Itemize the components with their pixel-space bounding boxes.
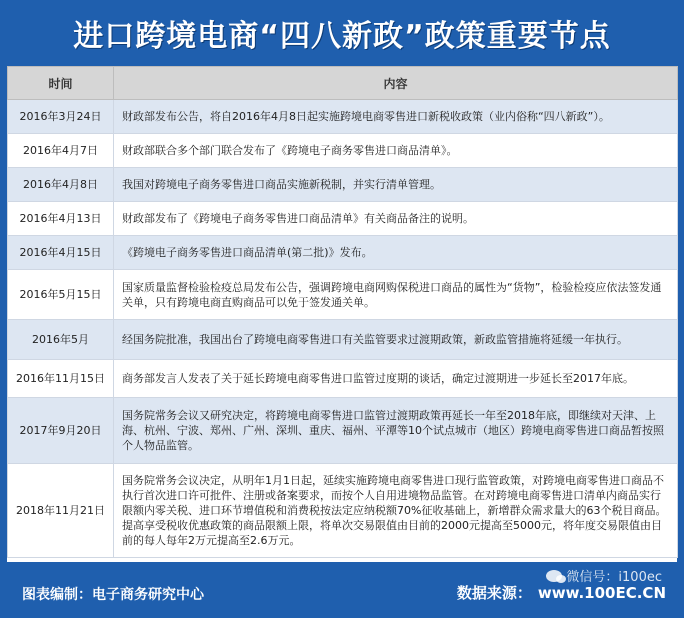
table-header-row	[8, 67, 678, 100]
row-content: 我国对跨境电子商务零售进口商品实施新税制，并实行清单管理。	[114, 168, 678, 202]
row-content: 财政部发布了《跨境电子商务零售进口商品清单》有关商品备注的说明。	[114, 202, 678, 236]
wechat-icon	[546, 570, 562, 582]
source-label: 数据来源：	[456, 584, 532, 602]
row-date: 2016年5月15日	[8, 270, 114, 320]
row-content: 商务部发言人发表了关于延长跨境电商零售进口监管过度期的谈话，确定过渡期进一步延长至2017年底。	[114, 360, 678, 398]
header-content: 内容	[114, 67, 678, 100]
policy-table-container	[7, 66, 677, 562]
table-row	[8, 236, 678, 270]
row-date: 2016年11月15日	[8, 360, 114, 398]
row-date: 2016年4月13日	[8, 202, 114, 236]
row-content: 国务院常务会议决定，从明年1月1日起，延续实施跨境电商零售进口现行监管政策，对跨境电商零售进口商品不执行首次进口许可批件、注册或备案要求，而按个人自用进境物品监管。在对跨境电商零售进口清单内商品实行限额内零关税、进口环节增值税和消费税按法定应纳税额70%征收基础上，新增群众需求量大的63个税目商品。提高享受税收优惠政策的商品限额上限，将单次交易限值由目前的2000元提高至5000元，将年度交易限值由目前的每人每年2万元提高至2.6万元。	[114, 464, 678, 558]
table-row	[8, 360, 678, 398]
footer-credit: 图表编制：电子商务研究中心	[22, 587, 204, 603]
table-row	[8, 398, 678, 464]
table-row	[8, 134, 678, 168]
row-date: 2017年9月20日	[8, 398, 114, 464]
row-content: 《跨境电子商务零售进口商品清单(第二批)》发布。	[114, 236, 678, 270]
row-date: 2016年4月8日	[8, 168, 114, 202]
table-row	[8, 100, 678, 134]
footer-bar	[0, 562, 684, 618]
table-row	[8, 168, 678, 202]
row-content: 国务院常务会议又研究决定，将跨境电商零售进口监管过渡期政策再延长一年至2018年底，即继续对天津、上海、杭州、宁波、郑州、广州、深圳、重庆、福州、平潭等10个试点城市（地区）跨境电商零售进口商品暂按照个人物品监管。	[114, 398, 678, 464]
table-row	[8, 202, 678, 236]
header-date: 时间	[8, 67, 114, 100]
table-row	[8, 464, 678, 558]
row-date: 2018年11月21日	[8, 464, 114, 558]
row-date: 2016年4月7日	[8, 134, 114, 168]
row-content: 财政部联合多个部门联合发布了《跨境电子商务零售进口商品清单》。	[114, 134, 678, 168]
table-row	[8, 270, 678, 320]
watermark-text: 微信号：i100ec	[566, 570, 662, 585]
source-url: www.100EC.CN	[537, 584, 666, 602]
row-content: 经国务院批准，我国出台了跨境电商零售进口有关监管要求过渡期政策，新政监管措施将延缓一年执行。	[114, 320, 678, 360]
row-date: 2016年4月15日	[8, 236, 114, 270]
footer-source	[457, 582, 666, 603]
row-content: 国家质量监督检验检疫总局发布公告，强调跨境电商网购保税进口商品的属性为“货物”，检验检疫应依法签发通关单，只有跨境电商直购商品可以免于签发通关单。	[114, 270, 678, 320]
page-title: 进口跨境电商“四八新政”政策重要节点	[73, 19, 611, 54]
title-bar	[0, 0, 684, 66]
table-row	[8, 320, 678, 360]
row-date: 2016年3月24日	[8, 100, 114, 134]
row-date: 2016年5月	[8, 320, 114, 360]
row-content: 财政部发布公告，将自2016年4月8日起实施跨境电商零售进口新税收政策（业内俗称“四八新政”）。	[114, 100, 678, 134]
policy-table	[7, 66, 678, 558]
